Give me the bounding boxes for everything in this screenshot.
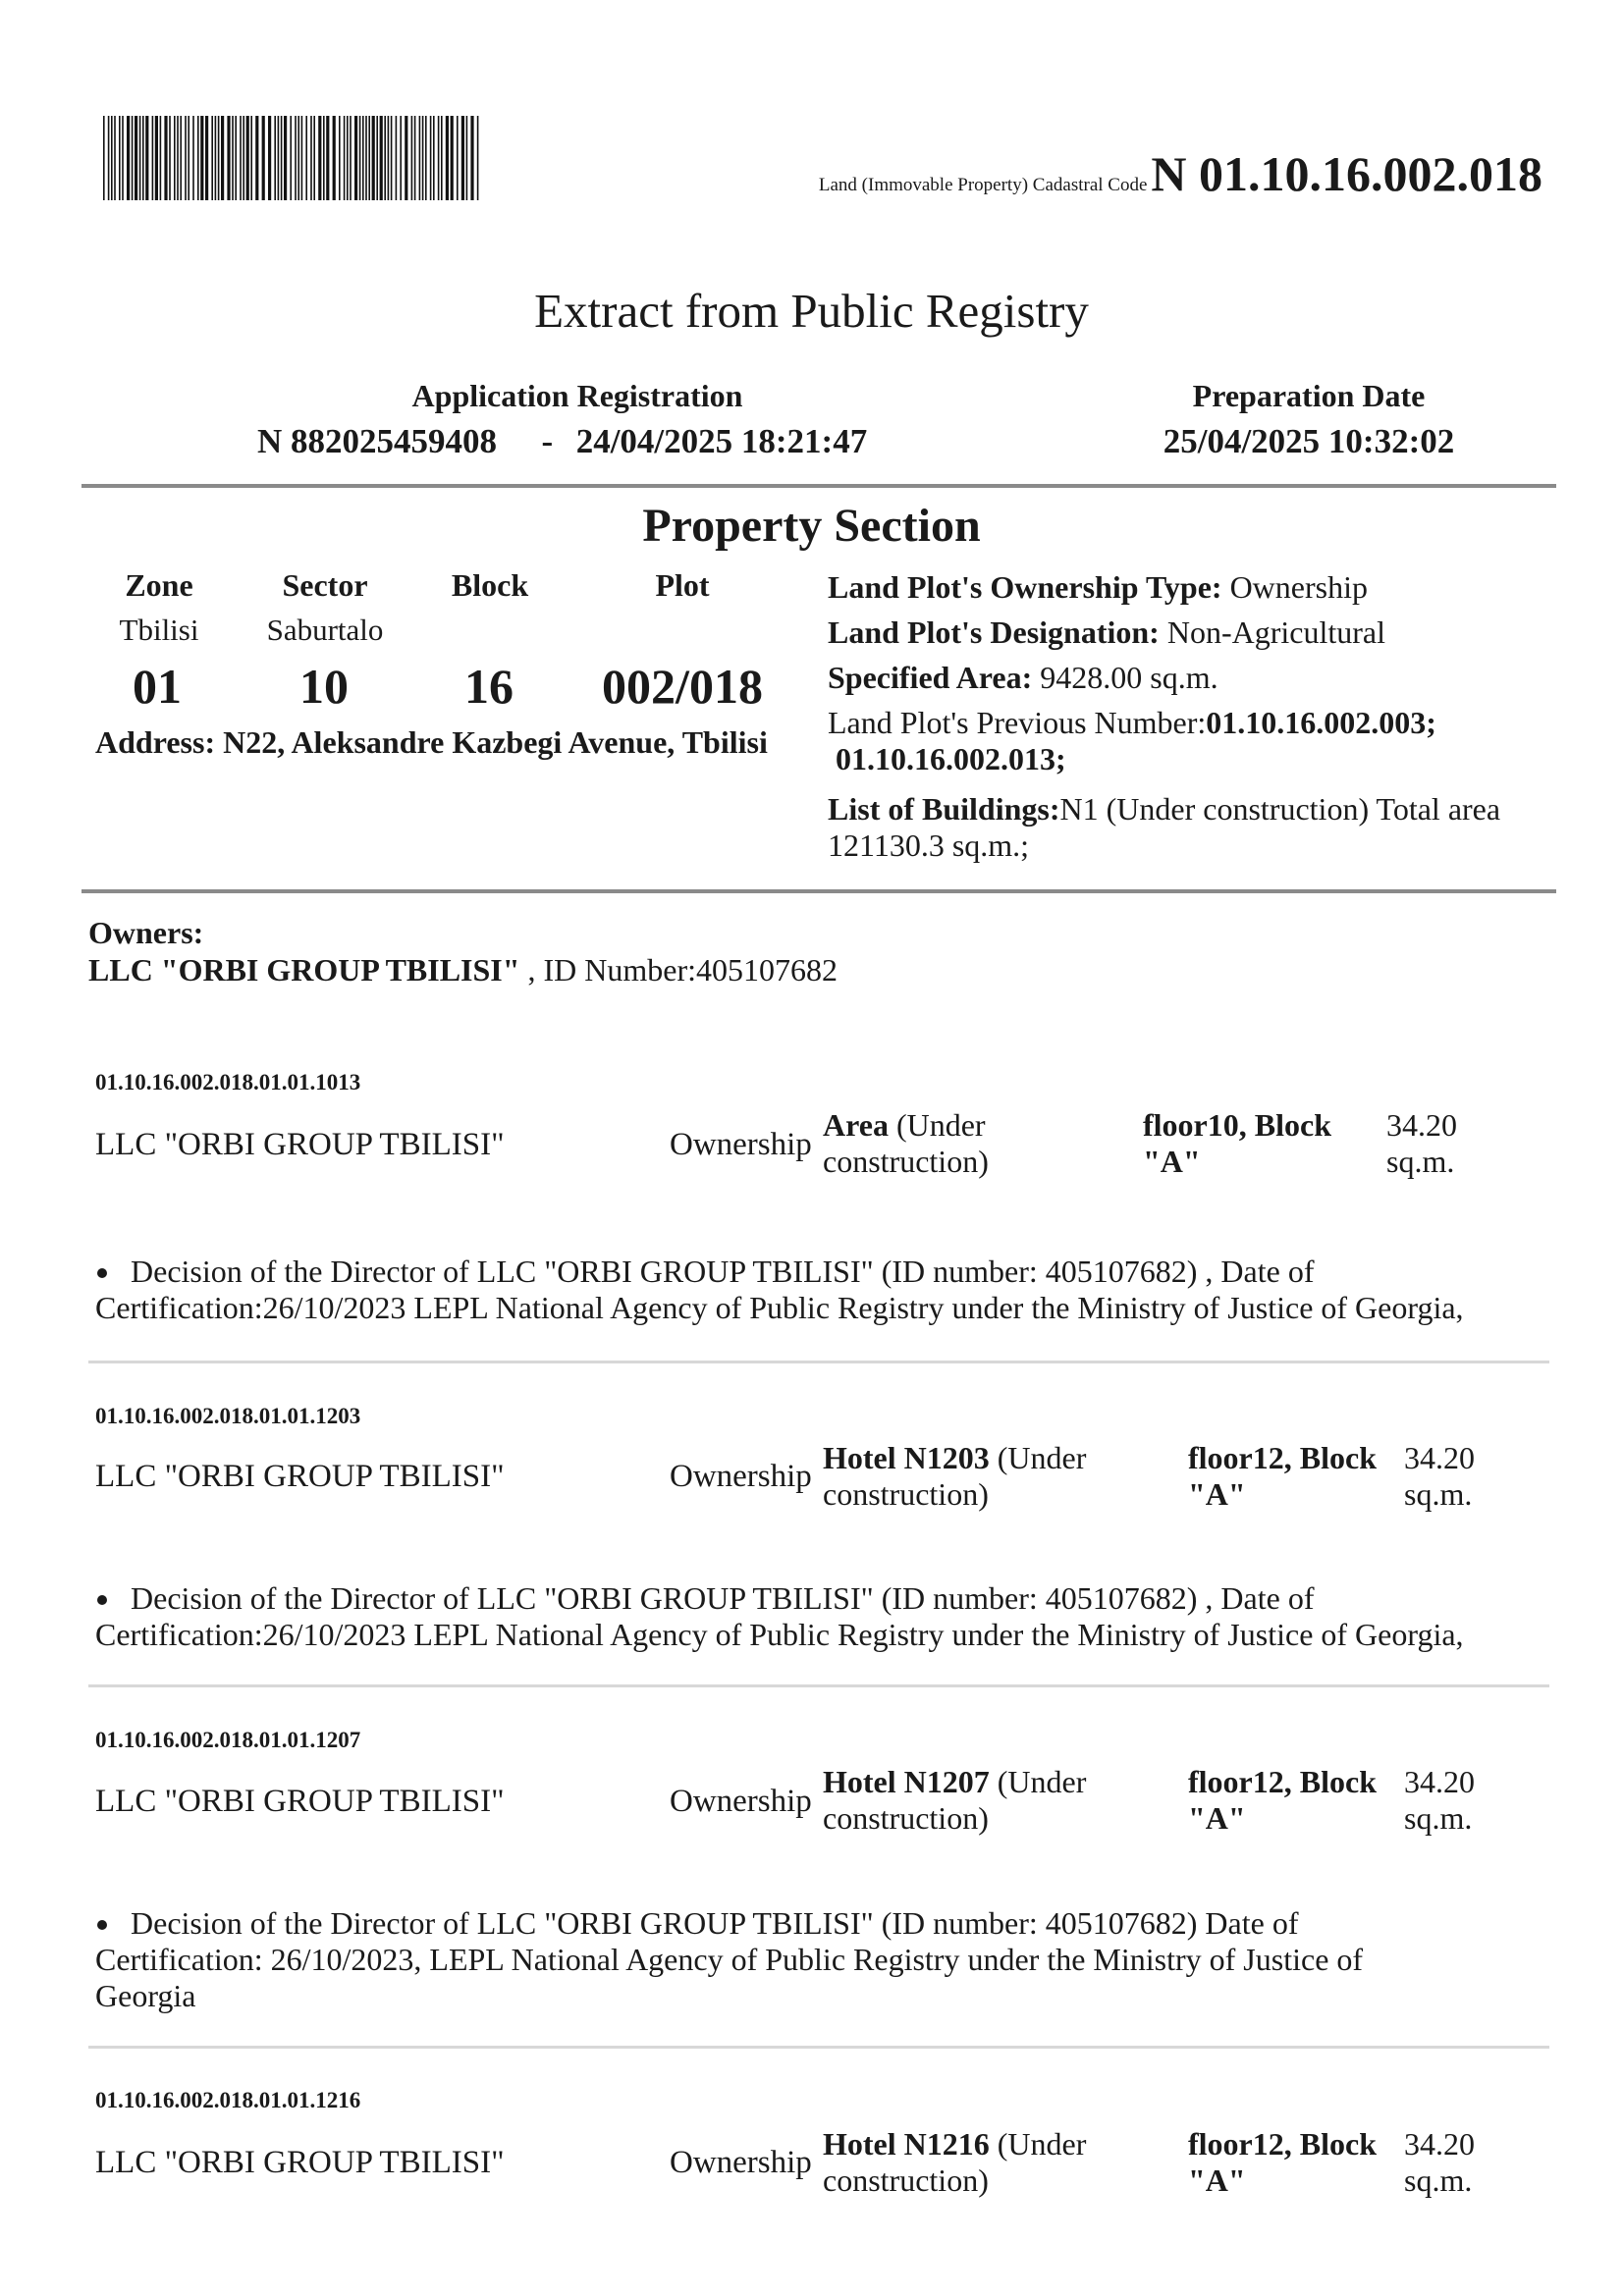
- application-registration-value: [257, 422, 867, 461]
- barcode-bar: [344, 116, 346, 200]
- application-number: N 882025459408: [257, 422, 498, 460]
- entry-decision-1: Decision of the Director of LLC "ORBI GROUP TBILISI" (ID number: 405107682) Date of: [131, 1905, 1299, 1941]
- entry-area-2: sq.m.: [1404, 2163, 1473, 2198]
- ownership-type-value: Ownership: [1229, 569, 1368, 605]
- entry-floor-1: floor10, Block: [1143, 1107, 1331, 1143]
- entry-floor-2: "A": [1188, 1476, 1246, 1512]
- buildings-line-1: N1 (Under construction) Total area: [1059, 791, 1501, 827]
- specified-area: [828, 660, 1549, 696]
- barcode-bar: [347, 116, 349, 200]
- entry-cadastral-code: 01.10.16.002.018.01.01.1216: [95, 2088, 361, 2112]
- buildings-label: List of Buildings:: [828, 791, 1060, 827]
- entry-description-2: construction): [823, 1144, 989, 1179]
- entry-area-2: sq.m.: [1404, 1800, 1473, 1836]
- barcode-bar: [227, 116, 230, 200]
- entry-floor-2: "A": [1143, 1144, 1201, 1179]
- entry-owner: LLC "ORBI GROUP TBILISI": [95, 1459, 505, 1494]
- entry-floor-2: "A": [1188, 1800, 1246, 1836]
- entry-area: [1386, 1107, 1485, 1180]
- barcode-bar: [339, 116, 341, 200]
- entry-divider: [88, 1361, 1549, 1363]
- barcode-bar: [400, 116, 402, 200]
- application-separator: -: [541, 422, 554, 460]
- barcode-bar: [396, 116, 398, 200]
- barcode-bar: [326, 116, 329, 200]
- entry-description: [823, 1440, 1117, 1513]
- barcode-bar: [139, 116, 141, 200]
- entry-floor: [1188, 2126, 1404, 2199]
- barcode-bar: [108, 116, 110, 200]
- entry-decision-1: Decision of the Director of LLC "ORBI GROUP TBILISI" (ID number: 405107682) , Date of: [131, 1580, 1315, 1616]
- entry-description-bold: Hotel N1216: [823, 2126, 990, 2162]
- entry-description-2: construction): [823, 2163, 989, 2198]
- barcode-bar: [313, 116, 315, 200]
- barcode-bar: [192, 116, 194, 200]
- entry-divider: [88, 2046, 1549, 2049]
- ownership-type: [828, 569, 1549, 606]
- application-datetime: 24/04/2025 18:21:47: [575, 422, 868, 460]
- barcode-bar: [160, 116, 162, 200]
- barcode-bar: [405, 116, 407, 200]
- cadastral-code-label: Land (Immovable Property) Cadastral Code: [818, 175, 1148, 195]
- barcode-bar: [281, 116, 283, 200]
- barcode-bar: [278, 116, 280, 200]
- barcode-bar: [205, 116, 208, 200]
- barcode-bar: [284, 116, 287, 200]
- application-registration-label: Application Registration: [411, 378, 743, 413]
- barcode-bar: [119, 116, 121, 200]
- entry-floor-1: floor12, Block: [1188, 1764, 1377, 1799]
- entry-decision: [95, 1580, 1548, 1653]
- barcode-bar: [457, 116, 459, 200]
- barcode-bar: [376, 116, 378, 200]
- barcode-bar: [305, 116, 307, 200]
- barcode-bar: [461, 116, 464, 200]
- entry-decision-1: Decision of the Director of LLC "ORBI GROUP TBILISI" (ID number: 405107682) , Date of: [131, 1254, 1315, 1289]
- zone-name: Tbilisi: [119, 613, 199, 647]
- barcode-bar: [177, 116, 179, 200]
- entry-decision: [95, 1905, 1548, 2014]
- barcode-bar: [221, 116, 224, 200]
- barcode-bar: [188, 116, 189, 200]
- barcode-bar: [477, 116, 479, 200]
- ownership-type-label: Land Plot's Ownership Type:: [828, 569, 1222, 605]
- barcode-bar: [174, 116, 176, 200]
- barcode-bar: [359, 116, 361, 200]
- divider: [81, 889, 1556, 893]
- barcode-bar: [114, 116, 116, 200]
- entry-area-2: sq.m.: [1386, 1144, 1455, 1179]
- block-value: 16: [464, 659, 514, 714]
- barcode-bar: [333, 116, 336, 200]
- barcode-bar: [350, 116, 352, 200]
- barcode-bar: [384, 116, 386, 200]
- barcode-bar: [466, 116, 468, 200]
- entry-description: [823, 1764, 1117, 1837]
- barcode-bar: [301, 116, 303, 200]
- barcode-bar: [411, 116, 413, 200]
- barcode-bar: [430, 116, 432, 200]
- entry-owner: LLC "ORBI GROUP TBILISI": [95, 1784, 505, 1819]
- barcode-bar: [246, 116, 249, 200]
- cadastral-code: N 01.10.16.002.018: [1151, 146, 1542, 201]
- barcode-bar: [169, 116, 171, 200]
- barcode: [103, 116, 481, 200]
- barcode-bar: [185, 116, 187, 200]
- designation-label: Land Plot's Designation:: [828, 614, 1160, 650]
- barcode-bar: [103, 116, 105, 200]
- plot-value: 002/018: [602, 659, 763, 714]
- entry-description-2: construction): [823, 1476, 989, 1512]
- entry-floor: [1188, 1440, 1404, 1513]
- barcode-bar: [164, 116, 167, 200]
- barcode-bar: [250, 116, 252, 200]
- barcode-bar: [446, 116, 449, 200]
- entry-ownership: Ownership: [670, 1459, 812, 1494]
- owner-line: [88, 952, 838, 988]
- entry-decision-3: Georgia: [95, 1978, 196, 2013]
- sector-value: 10: [299, 659, 349, 714]
- barcode-bar: [235, 116, 237, 200]
- entry-description-bold: Hotel N1203: [823, 1440, 990, 1475]
- entry-description-1: (Under: [989, 1440, 1087, 1475]
- entry-owner: LLC "ORBI GROUP TBILISI": [95, 2145, 505, 2180]
- plot-header: Plot: [655, 567, 710, 603]
- entry-description-2: construction): [823, 1800, 989, 1836]
- barcode-bar: [310, 116, 312, 200]
- barcode-bar: [111, 116, 113, 200]
- barcode-bar: [255, 116, 258, 200]
- entry-ownership: Ownership: [670, 2145, 812, 2180]
- entry-area-1: 34.20: [1404, 1440, 1475, 1475]
- entry-floor-2: "A": [1188, 2163, 1246, 2198]
- entry-area: [1404, 1764, 1502, 1837]
- barcode-bar: [380, 116, 383, 200]
- block-header: Block: [451, 567, 529, 603]
- barcode-bar: [215, 116, 217, 200]
- entry-description-bold: Area: [823, 1107, 889, 1143]
- specified-area-label: Specified Area:: [828, 660, 1033, 695]
- sector-header: Sector: [282, 567, 368, 603]
- entry-floor: [1143, 1107, 1359, 1180]
- designation-value: Non-Agricultural: [1166, 614, 1385, 650]
- entry-decision: [95, 1254, 1548, 1326]
- barcode-bar: [422, 116, 424, 200]
- barcode-bar: [470, 116, 473, 200]
- previous-number-2: 01.10.16.002.013;: [836, 741, 1066, 776]
- barcode-bar: [368, 116, 370, 200]
- entry-floor-1: floor12, Block: [1188, 1440, 1377, 1475]
- barcode-bar: [290, 116, 292, 200]
- entry-description: [823, 2126, 1117, 2199]
- barcode-bar: [122, 116, 124, 200]
- zone-value: 01: [133, 659, 182, 714]
- zone-header: Zone: [125, 567, 193, 603]
- entry-ownership: Ownership: [670, 1127, 812, 1162]
- entry-cadastral-code: 01.10.16.002.018.01.01.1013: [95, 1070, 361, 1095]
- entry-ownership: Ownership: [670, 1784, 812, 1819]
- barcode-bar: [127, 116, 130, 200]
- entry-owner: LLC "ORBI GROUP TBILISI": [95, 1127, 505, 1162]
- bullet-icon: [97, 1920, 107, 1930]
- entry-description-1: (Under: [888, 1107, 986, 1143]
- barcode-bar: [419, 116, 421, 200]
- property-address: Address: N22, Aleksandre Kazbegi Avenue, Tbilisi: [95, 724, 768, 760]
- bullet-icon: [97, 1268, 107, 1278]
- specified-area-value: 9428.00 sq.m.: [1040, 660, 1218, 695]
- divider: [81, 484, 1556, 488]
- entry-area-1: 34.20: [1404, 1764, 1475, 1799]
- entry-floor-1: floor12, Block: [1188, 2126, 1377, 2162]
- barcode-bar: [323, 116, 325, 200]
- entry-area-1: 34.20: [1386, 1107, 1457, 1143]
- list-of-buildings: [828, 791, 1549, 864]
- barcode-bar: [298, 116, 299, 200]
- barcode-bar: [142, 116, 144, 200]
- barcode-bar: [180, 116, 182, 200]
- barcode-bar: [295, 116, 297, 200]
- barcode-bar: [240, 116, 242, 200]
- owner-name: LLC "ORBI GROUP TBILISI": [88, 952, 520, 988]
- document-title: Extract from Public Registry: [534, 284, 1089, 338]
- entry-description-1: (Under: [989, 2126, 1087, 2162]
- designation: [828, 614, 1549, 651]
- barcode-bar: [365, 116, 367, 200]
- barcode-bar: [391, 116, 393, 200]
- barcode-bar: [438, 116, 440, 200]
- barcode-bar: [274, 116, 276, 200]
- entry-decision-2: Certification:26/10/2023 LEPL National Agency of Public Registry under the Ministry of Justice of Georgia,: [95, 1290, 1464, 1325]
- cadastral-code-header: [819, 145, 1542, 202]
- barcode-bar: [132, 116, 134, 200]
- bullet-icon: [97, 1595, 107, 1605]
- barcode-bar: [197, 116, 199, 200]
- entry-area-1: 34.20: [1404, 2126, 1475, 2162]
- barcode-bar: [441, 116, 443, 200]
- entry-decision-2: Certification:26/10/2023 LEPL National Agency of Public Registry under the Ministry of Justice of Georgia,: [95, 1617, 1464, 1652]
- entry-description-1: (Under: [989, 1764, 1087, 1799]
- barcode-bar: [135, 116, 137, 200]
- entry-area: [1404, 1440, 1502, 1513]
- barcode-bar: [243, 116, 244, 200]
- entry-decision-2: Certification: 26/10/2023, LEPL National Agency of Public Registry under the Ministry of Justice of: [95, 1942, 1364, 1977]
- sector-name: Saburtalo: [266, 613, 384, 647]
- entry-area: [1404, 2126, 1502, 2199]
- entry-area-2: sq.m.: [1404, 1476, 1473, 1512]
- barcode-bar: [318, 116, 321, 200]
- entry-description-bold: Hotel N1207: [823, 1764, 990, 1799]
- barcode-bar: [200, 116, 203, 200]
- owner-id: , ID Number:405107682: [519, 952, 839, 988]
- barcode-bar: [451, 116, 454, 200]
- barcode-bar: [232, 116, 234, 200]
- barcode-bar: [433, 116, 435, 200]
- previous-number-label: Land Plot's Previous Number:: [828, 705, 1207, 740]
- owners-label: Owners:: [88, 915, 204, 950]
- barcode-bar: [388, 116, 390, 200]
- entry-description: [823, 1107, 1117, 1180]
- barcode-bar: [152, 116, 154, 200]
- barcode-bar: [155, 116, 158, 200]
- entry-floor: [1188, 1764, 1404, 1837]
- entry-cadastral-code: 01.10.16.002.018.01.01.1207: [95, 1728, 361, 1752]
- barcode-bar: [268, 116, 271, 200]
- buildings-line-2: 121130.3 sq.m.;: [828, 828, 1030, 863]
- barcode-bar: [414, 116, 416, 200]
- barcode-bar: [362, 116, 364, 200]
- previous-number: [828, 705, 1549, 777]
- barcode-bar: [211, 116, 213, 200]
- barcode-bar: [425, 116, 427, 200]
- entry-cadastral-code: 01.10.16.002.018.01.01.1203: [95, 1404, 361, 1428]
- barcode-bar: [145, 116, 148, 200]
- barcode-bar: [354, 116, 357, 200]
- barcode-bar: [218, 116, 220, 200]
- barcode-bar: [262, 116, 265, 200]
- barcode-bar: [372, 116, 375, 200]
- property-section-title: Property Section: [642, 500, 981, 552]
- preparation-date-label: Preparation Date: [1192, 378, 1426, 413]
- previous-number-1: 01.10.16.002.003;: [1206, 705, 1436, 740]
- preparation-date-value: 25/04/2025 10:32:02: [1163, 422, 1455, 460]
- entry-divider: [88, 1684, 1549, 1687]
